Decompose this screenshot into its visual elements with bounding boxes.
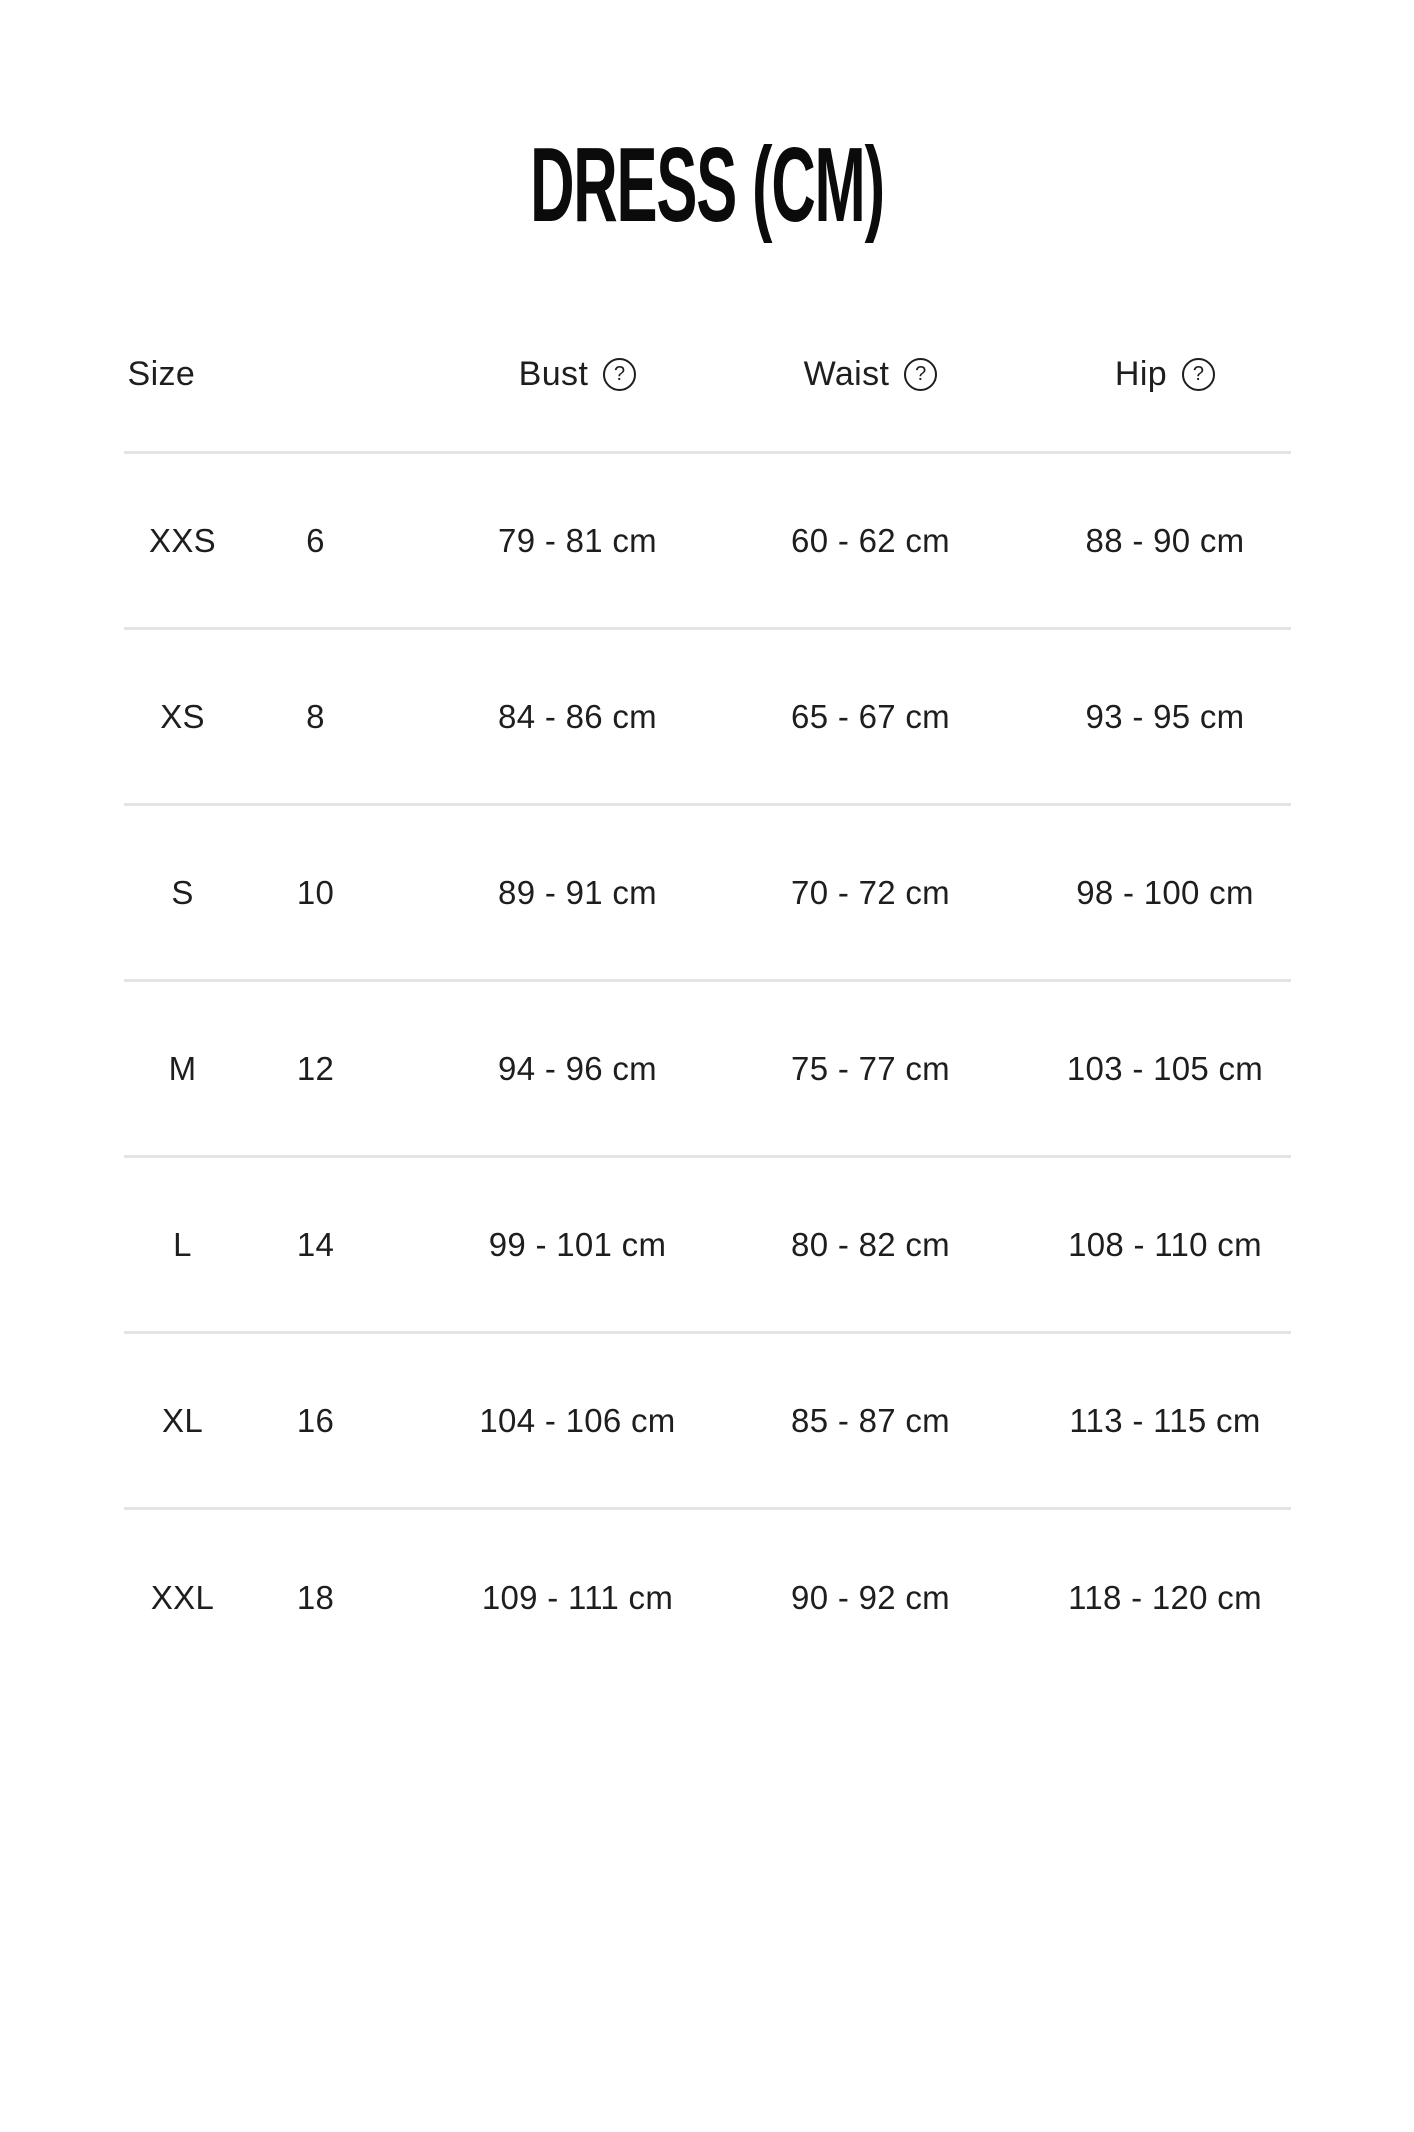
size-number-cell: 18 (296, 1579, 335, 1616)
waist-help-icon[interactable] (904, 358, 937, 391)
table-row (124, 806, 1291, 982)
size-label-cell: M (168, 1049, 197, 1087)
size-guide-page (0, 126, 1414, 1686)
table-row (124, 1158, 1291, 1334)
column-header-waist-label: Waist (803, 354, 890, 393)
table-row (124, 454, 1291, 630)
waist-cell: 85 - 87 cm (791, 1401, 950, 1439)
bust-cell: 84 - 86 cm (498, 697, 657, 735)
size-number-cell: 14 (296, 1225, 335, 1263)
size-label-cell: XS (160, 697, 205, 735)
waist-cell: 60 - 62 cm (791, 521, 950, 559)
size-number-cell: 16 (296, 1401, 335, 1439)
waist-cell: 70 - 72 cm (791, 873, 950, 911)
hip-cell: 113 - 115 cm (1069, 1401, 1261, 1439)
size-label-cell: XXL (150, 1579, 215, 1616)
hip-help-icon-glyph: ? (1192, 363, 1205, 385)
size-table (124, 333, 1291, 1686)
size-label-cell: XL (162, 1401, 203, 1439)
size-number-cell: 8 (306, 697, 325, 735)
bust-help-icon[interactable] (603, 358, 636, 391)
table-body (124, 454, 1291, 1686)
column-header-size: Size (127, 354, 196, 393)
column-header-waist (766, 355, 976, 394)
table-row (124, 982, 1291, 1158)
hip-cell: 108 - 110 cm (1068, 1225, 1262, 1263)
waist-cell: 65 - 67 cm (791, 697, 950, 735)
table-row (124, 1334, 1291, 1510)
hip-cell: 88 - 90 cm (1085, 521, 1245, 559)
bust-help-icon-glyph: ? (614, 363, 626, 385)
hip-cell: 103 - 105 cm (1066, 1049, 1264, 1087)
bust-cell: 89 - 91 cm (498, 873, 657, 911)
waist-help-icon-glyph: ? (915, 363, 927, 385)
hip-cell: 93 - 95 cm (1085, 697, 1245, 735)
size-number-cell: 10 (296, 873, 335, 911)
column-header-bust (390, 355, 766, 394)
bust-cell: 109 - 111 cm (481, 1579, 674, 1616)
table-header-row (124, 333, 1291, 454)
hip-cell: 98 - 100 cm (1076, 873, 1254, 911)
hip-help-icon[interactable] (1182, 358, 1215, 391)
page-title: DRESS (CM) (530, 126, 884, 244)
bust-cell: 94 - 96 cm (498, 1049, 657, 1087)
table-row (124, 1510, 1291, 1686)
size-label-cell: L (173, 1225, 192, 1263)
column-header-hip-label: Hip (1114, 354, 1168, 393)
column-header-hip (976, 355, 1291, 394)
bust-cell: 79 - 81 cm (498, 521, 657, 559)
size-number-cell: 12 (296, 1049, 335, 1087)
hip-cell: 118 - 120 cm (1068, 1579, 1262, 1616)
table-row (124, 630, 1291, 806)
bust-cell: 99 - 101 cm (488, 1225, 667, 1263)
waist-cell: 80 - 82 cm (791, 1225, 950, 1263)
size-label-cell: S (171, 873, 194, 911)
waist-cell: 75 - 77 cm (791, 1049, 950, 1087)
bust-cell: 104 - 106 cm (479, 1401, 676, 1439)
size-label-cell: XXS (149, 521, 216, 559)
column-header-bust-label: Bust (518, 354, 589, 393)
waist-cell: 90 - 92 cm (791, 1579, 950, 1616)
size-number-cell: 6 (306, 521, 325, 559)
